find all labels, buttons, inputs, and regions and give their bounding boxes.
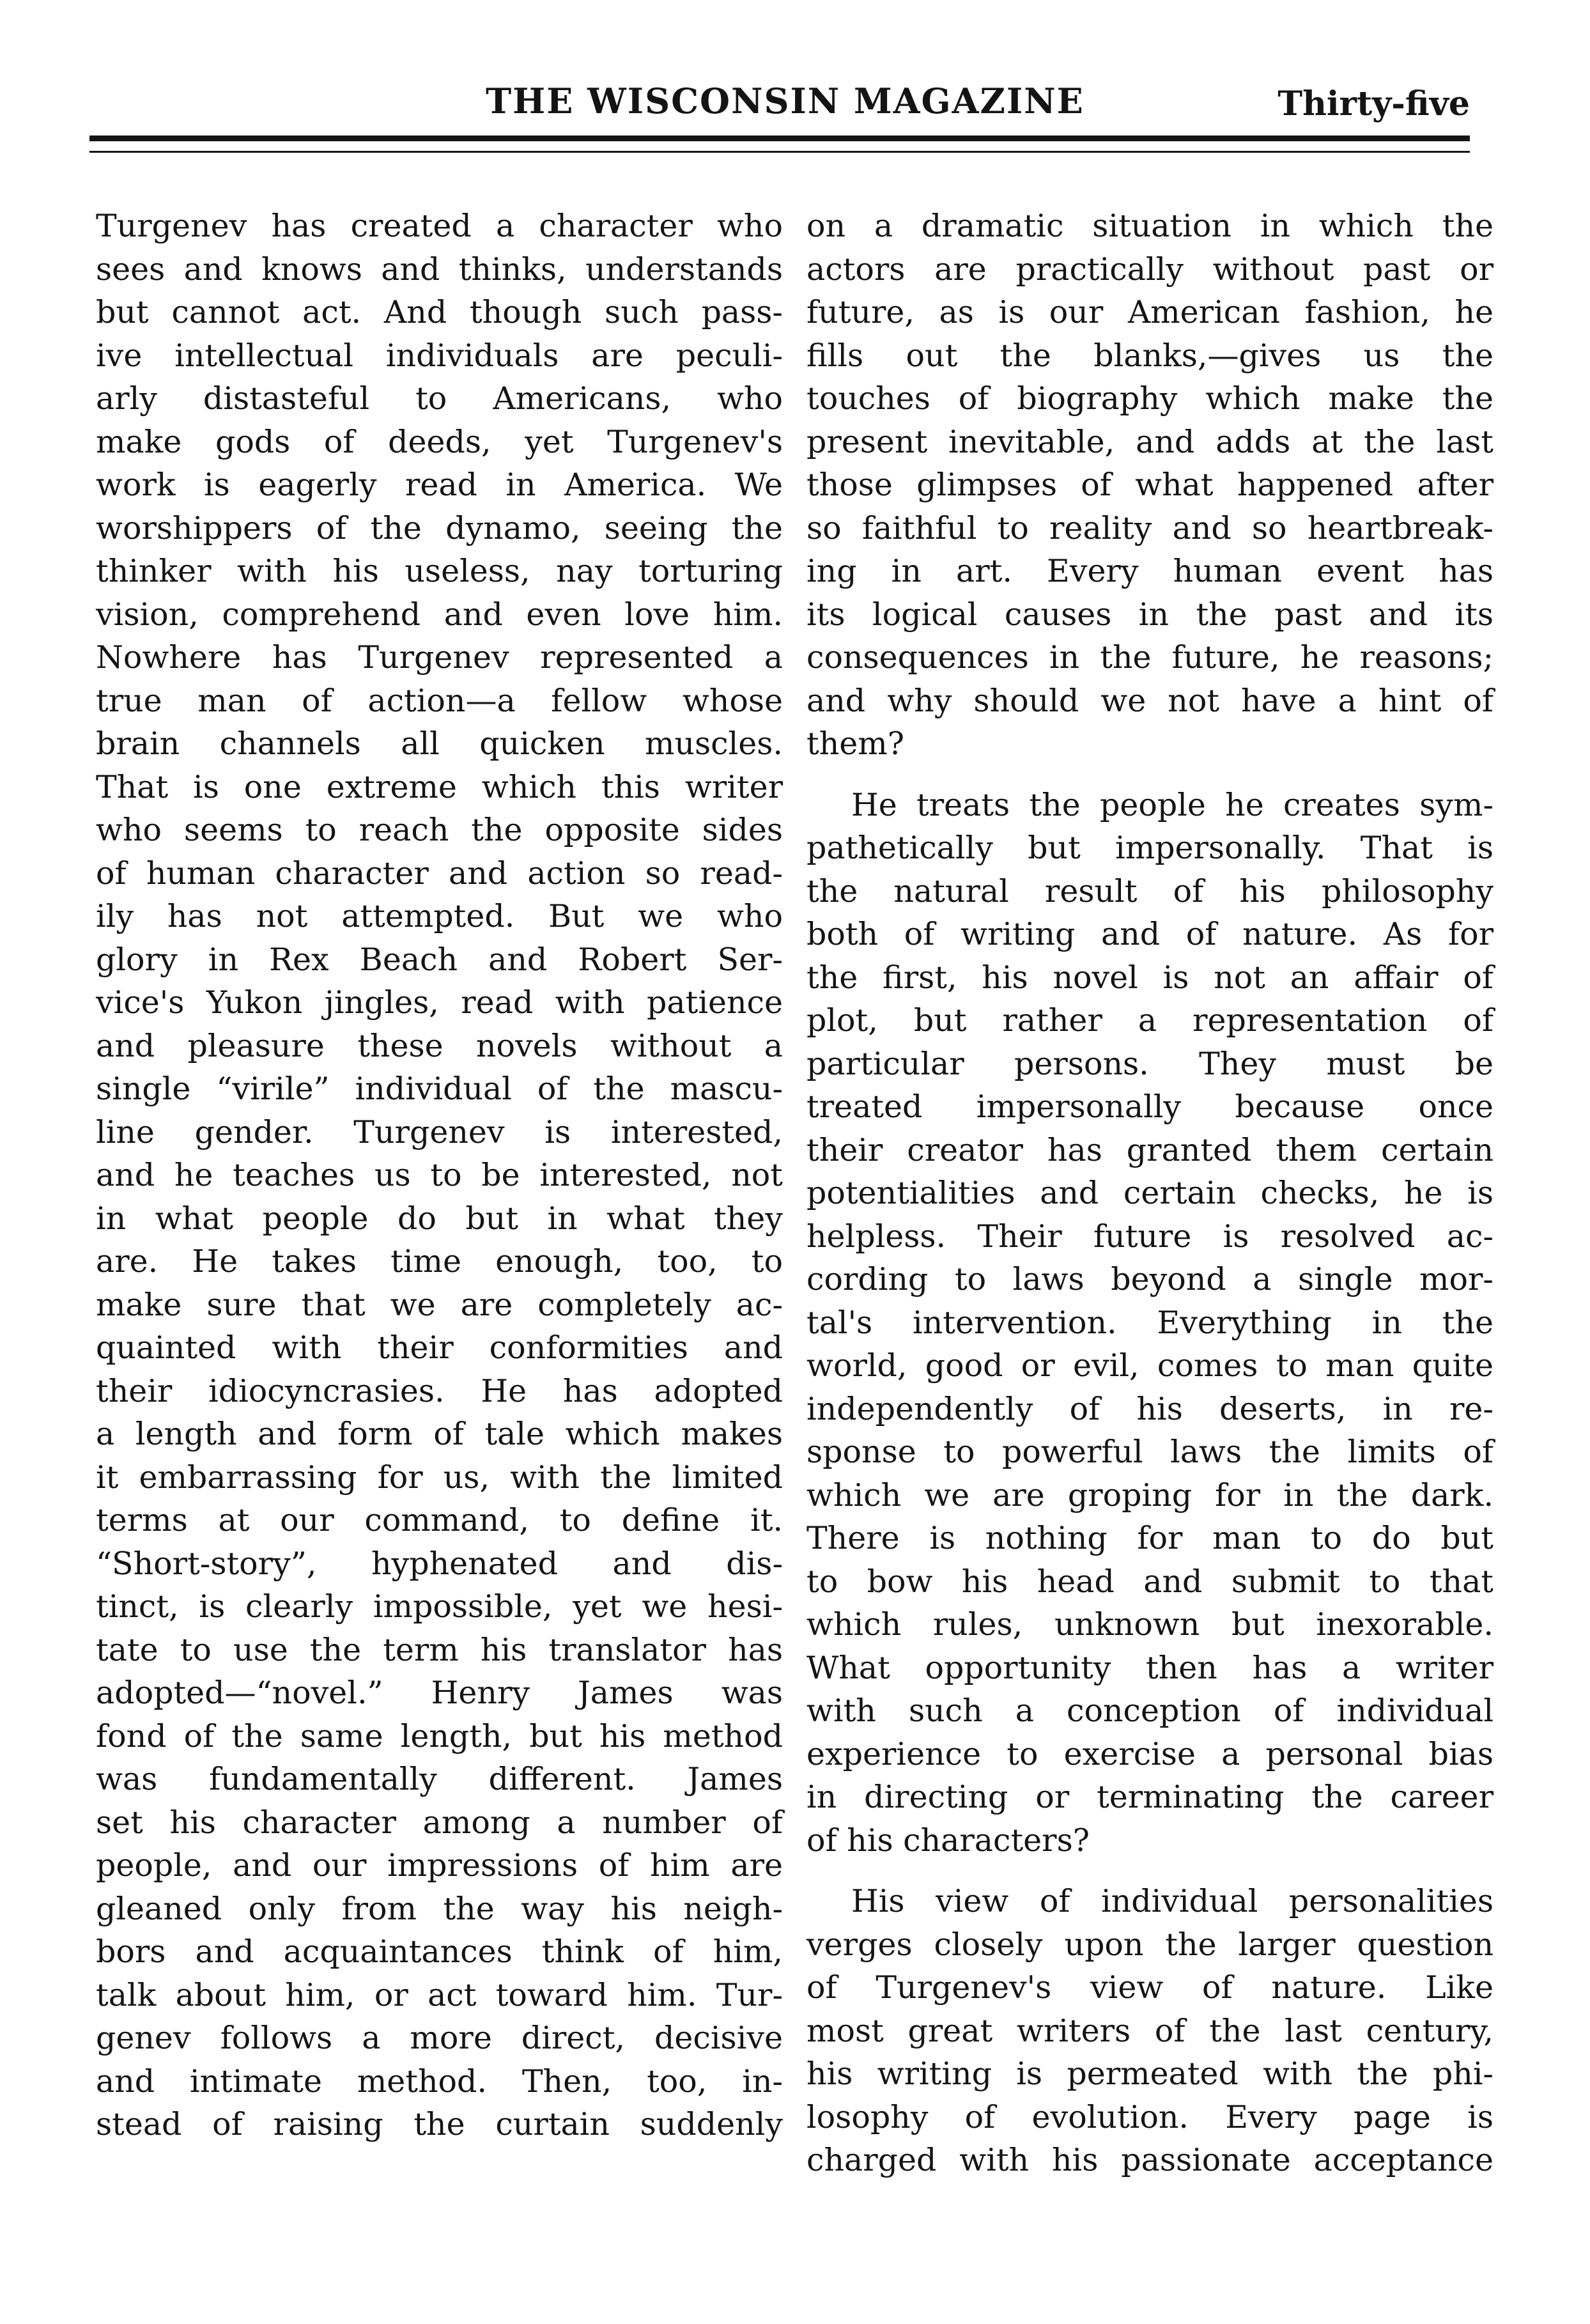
text-line: people, and our impressions of him are	[96, 1847, 783, 1884]
text-line: treated impersonally because once	[807, 1088, 1494, 1125]
text-line: their idiocyncrasies. He has adopted	[96, 1372, 783, 1409]
text-line: worshippers of the dynamo, seeing the	[96, 509, 783, 546]
text-line: single “virile” individual of the mascu-	[96, 1071, 783, 1107]
text-line: gleaned only from the way his neigh-	[96, 1890, 783, 1927]
text-line: fills out the blanks,—gives us the	[807, 337, 1494, 374]
text-line: verges closely upon the larger question	[807, 1926, 1494, 1963]
text-line: cording to laws beyond a single mor-	[807, 1261, 1494, 1298]
text-line: of Turgenev's view of nature. Like	[807, 1969, 1494, 2006]
text-line: vision, comprehend and even love him.	[96, 596, 783, 633]
text-line: its logical causes in the past and its	[807, 596, 1494, 633]
text-line: his writing is permeated with the phi-	[807, 2056, 1494, 2092]
text-line: future, as is our American fashion, he	[807, 294, 1494, 330]
page-header	[89, 77, 1470, 128]
text-line: are. He takes time enough, too, to	[96, 1243, 783, 1280]
text-line: helpless. Their future is resolved ac-	[807, 1218, 1494, 1255]
text-line: and intimate method. Then, too, in-	[96, 2063, 783, 2100]
text-line: make sure that we are completely ac-	[96, 1286, 783, 1323]
text-line: the first, his novel is not an affair of	[807, 959, 1494, 996]
header-rule-thin	[89, 151, 1470, 153]
text-line: in what people do but in what they	[96, 1200, 783, 1237]
text-line: experience to exercise a personal bias	[807, 1735, 1494, 1772]
text-line: terms at our command, to define it.	[96, 1502, 783, 1538]
text-line: talk about him, or act toward him. Tur-	[96, 1976, 783, 2013]
text-line: the natural result of his philosophy	[807, 872, 1494, 910]
text-line: tate to use the term his translator has	[96, 1631, 783, 1668]
text-line: That is one extreme which this writer	[96, 768, 783, 805]
paragraph	[807, 1880, 1494, 2182]
text-line: genev follows a more direct, decisive	[96, 2020, 783, 2056]
text-line: fond of the same length, but his method	[96, 1717, 783, 1755]
page-number: Thirty-five	[1277, 84, 1470, 123]
text-line: most great writers of the last century,	[807, 2012, 1494, 2049]
text-line: them?	[807, 725, 904, 762]
paragraph	[807, 205, 1494, 766]
text-line: pathetically but impersonally. That is	[807, 830, 1494, 866]
text-line: true man of action—a fellow whose	[96, 682, 783, 719]
text-line: arly distasteful to Americans, who	[96, 380, 783, 417]
text-line: but cannot act. And though such pass-	[96, 294, 783, 330]
text-line: glory in Rex Beach and Robert Ser-	[96, 941, 783, 978]
text-line: charged with his passionate acceptance	[807, 2142, 1494, 2178]
text-line: “Short-story”, hyphenated and dis-	[96, 1545, 783, 1582]
text-line: potentialities and certain checks, he is	[807, 1175, 1494, 1211]
text-line: brain channels all quicken muscles.	[96, 725, 783, 762]
text-line: was fundamentally different. James	[96, 1761, 783, 1797]
left-column	[96, 205, 783, 2146]
text-line: There is nothing for man to do but	[807, 1520, 1494, 1556]
text-line: tal's intervention. Everything in the	[807, 1304, 1494, 1341]
text-line: and he teaches us to be interested, not	[96, 1157, 783, 1193]
text-line: thinker with his useless, nay torturing	[96, 553, 783, 589]
text-line: to bow his head and submit to that	[807, 1563, 1494, 1600]
paragraph-gap	[807, 1862, 1494, 1880]
text-line: who seems to reach the opposite sides	[96, 812, 783, 848]
magazine-title: THE WISCONSIN MAGAZINE	[486, 81, 1084, 121]
text-line: on a dramatic situation in which the	[807, 208, 1494, 244]
text-line: ive intellectual individuals are peculi-	[96, 337, 783, 374]
text-line: tinct, is clearly impossible, yet we hesi-	[96, 1588, 783, 1625]
text-line: line gender. Turgenev is interested,	[96, 1113, 783, 1150]
text-line: Turgenev has created a character who	[96, 208, 783, 244]
text-line: bors and acquaintances think of him,	[96, 1933, 783, 1970]
text-line: those glimpses of what happened after	[807, 467, 1494, 503]
text-line: sponse to powerful laws the limits of	[807, 1434, 1494, 1470]
right-column	[807, 205, 1494, 2182]
text-line: it embarrassing for us, with the limited	[96, 1459, 783, 1496]
text-line: quainted with their conformities and	[96, 1329, 783, 1366]
text-line: and why should we not have a hint of	[807, 682, 1494, 719]
text-line: losophy of evolution. Every page is	[807, 2098, 1494, 2135]
text-line: which rules, unknown but inexorable.	[807, 1606, 1494, 1643]
text-line: with such a conception of individual	[807, 1693, 1494, 1729]
text-line: independently of his deserts, in re-	[807, 1390, 1494, 1427]
text-line: of his characters?	[807, 1822, 1090, 1859]
text-line: world, good or evil, comes to man quite	[807, 1347, 1494, 1384]
text-line: vice's Yukon jingles, read with patience	[96, 984, 783, 1021]
paragraph	[807, 784, 1494, 1863]
text-line: ily has not attempted. But we who	[96, 898, 783, 934]
text-line: adopted—“novel.” Henry James was	[96, 1675, 783, 1711]
text-line: stead of raising the curtain suddenly	[96, 2106, 783, 2142]
text-line: plot, but rather a representation of	[807, 1002, 1494, 1039]
text-line: He treats the people he creates sym-	[851, 786, 1494, 823]
text-line: in directing or terminating the career	[807, 1779, 1494, 1815]
text-line: set his character among a number of	[96, 1804, 783, 1841]
text-line: sees and knows and thinks, understands	[96, 251, 783, 288]
text-line: particular persons. They must be	[807, 1045, 1494, 1082]
text-line: His view of individual personalities	[851, 1883, 1494, 1919]
text-line: present inevitable, and adds at the last	[807, 423, 1494, 460]
text-line: their creator has granted them certain	[807, 1131, 1494, 1168]
text-line: and pleasure these novels without a	[96, 1027, 783, 1064]
text-line: so faithful to reality and so heartbreak-	[807, 509, 1494, 546]
text-line: consequences in the future, he reasons;	[807, 639, 1494, 676]
text-line: both of writing and of nature. As for	[807, 916, 1494, 952]
text-line: Nowhere has Turgenev represented a	[96, 639, 783, 676]
header-rule-thick	[89, 136, 1470, 141]
text-line: What opportunity then has a writer	[807, 1649, 1494, 1686]
text-line: ing in art. Every human event has	[807, 553, 1494, 589]
text-line: a length and form of tale which makes	[96, 1416, 783, 1452]
text-line: make gods of deeds, yet Turgenev's	[96, 423, 783, 460]
text-line: work is eagerly read in America. We	[96, 467, 783, 503]
text-line: which we are groping for in the dark.	[807, 1476, 1494, 1514]
text-line: of human character and action so read-	[96, 855, 783, 892]
text-line: touches of biography which make the	[807, 380, 1494, 417]
text-line: actors are practically without past or	[807, 251, 1494, 288]
paragraph-gap	[807, 766, 1494, 784]
